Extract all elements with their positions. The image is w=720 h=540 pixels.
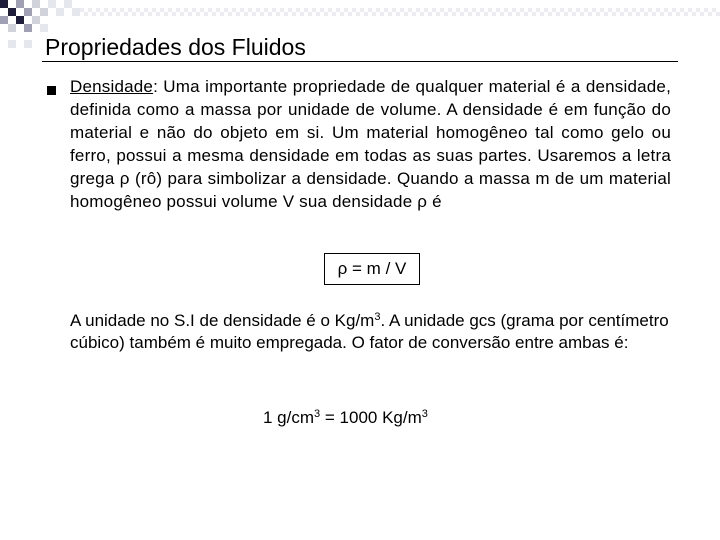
units-text-1: A unidade no S.I de densidade é o Kg/m [70,311,375,330]
bullet-square-icon [47,86,56,95]
top-decor-band [80,8,720,28]
density-term: Densidade [70,77,154,96]
units-paragraph [70,310,690,354]
decor-square [48,0,56,8]
decor-square [24,40,32,48]
title-divider [42,61,678,62]
density-formula: ρ = m / V [324,253,420,285]
decor-square [40,24,48,32]
decor-square [32,16,40,24]
decor-square [72,8,80,16]
density-paragraph [70,75,671,213]
conversion-right-exponent: 3 [421,408,428,420]
slide-title: Propriedades dos Fluidos [45,34,306,60]
decor-square [8,40,16,48]
decor-square [0,0,8,8]
decor-square [16,0,24,8]
decor-square [8,24,16,32]
conversion-equation [263,406,428,430]
decor-square [56,8,64,16]
decor-square [24,8,32,16]
decor-square [16,16,24,24]
conversion-left: 1 g/cm [263,408,315,427]
units-text-2: . A unidade gcs (grama por centímetro cúbico) também é muito empregada. O fator de conversão entre ambas é: [70,311,669,352]
decor-square [32,0,40,8]
decor-square [0,16,8,24]
decor-square [8,8,16,16]
decor-square [64,0,72,8]
decor-square [24,24,32,32]
conversion-left-exponent: 3 [314,408,321,420]
decor-square [40,8,48,16]
density-definition-text: : Uma importante propriedade de qualquer material é a densidade, definida como a massa por unidade de volume. A densidade é em função do material e não do objeto em si. Um material homogêneo tal como gelo ou ferro, possui a mesma densidade em todas as suas partes. Usaremos a letra grega ρ (rô) para simbolizar a densidade. Quando a massa m de um material homogêneo possui volume V sua densidade ρ é [70,77,671,211]
units-exponent: 3 [374,311,381,323]
conversion-right: = 1000 Kg/m [320,408,422,427]
